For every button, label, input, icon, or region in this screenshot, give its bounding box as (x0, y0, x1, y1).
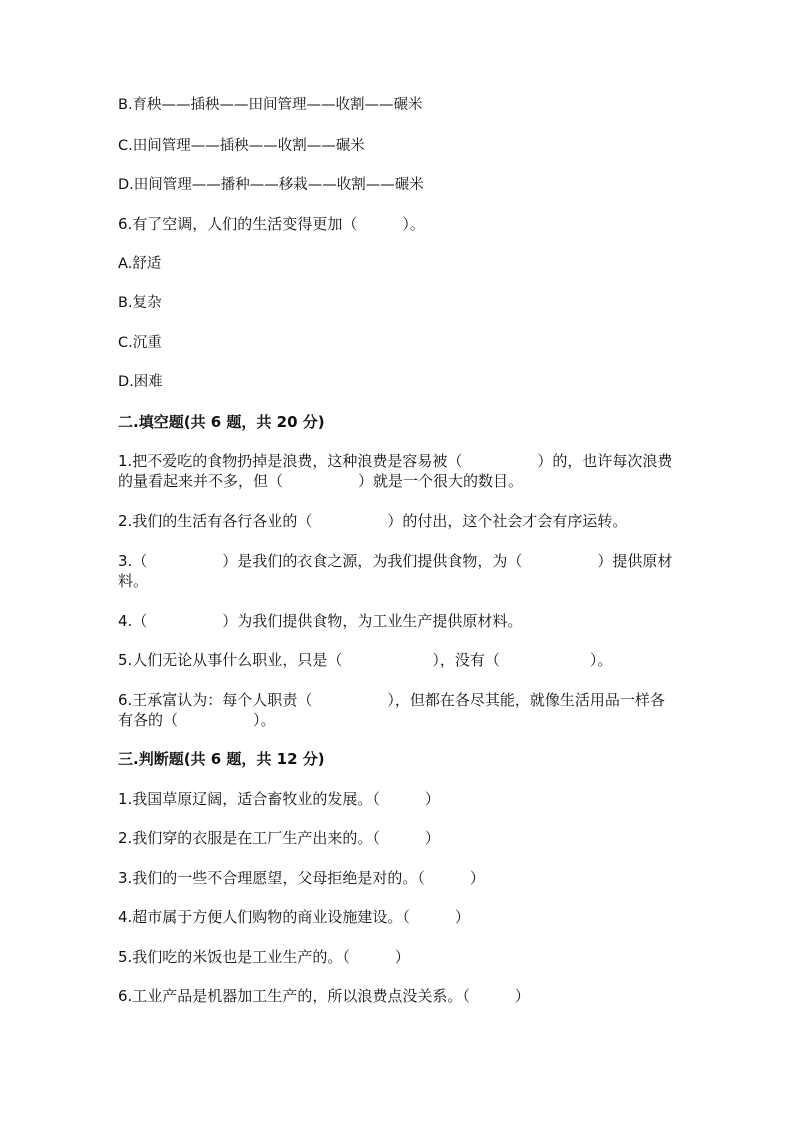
fill-blank-5: 5.人们无论从事什么职业，只是（ ），没有（ ）。 (118, 651, 613, 669)
q5-option-d: D.田间管理——播种——移栽——收割——碾米 (118, 177, 424, 193)
true-false-5: 5.我们吃的米饭也是工业生产的。（ ） (118, 948, 410, 966)
fill-blank-6: 6.王承富认为：每个人职责（ ），但都在各尽其能，就像生活用品一样各有各的（ ）。 (118, 691, 665, 729)
q6-stem: 6.有了空调，人们的生活变得更加（ ）。 (118, 215, 425, 233)
fill-blank-1: 1.把不爱吃的食物扔掉是浪费，这种浪费是容易被（ ）的，也许每次浪费的量看起来并不多，但（ ）就是一个很大的数目。 (118, 452, 673, 490)
true-false-4: 4.超市属于方便人们购物的商业设施建设。（ ） (118, 908, 470, 926)
true-false-6: 6.工业产品是机器加工生产的，所以浪费点没关系。（ ） (118, 987, 530, 1005)
fill-blank-4: 4.（ ）为我们提供食物，为工业生产提供原材料。 (118, 612, 523, 630)
fill-blank-3: 3.（ ）是我们的衣食之源，为我们提供食物，为（ ）提供原材料。 (118, 552, 673, 590)
section-3-heading: 三.判断题(共 6 题，共 12 分) (118, 750, 325, 768)
q6-option-b: B.复杂 (118, 295, 162, 311)
q5-option-b: B.育秧——插秧——田间管理——收割——碾米 (118, 97, 423, 113)
fill-blank-2: 2.我们的生活有各行各业的（ ）的付出，这个社会才会有序运转。 (118, 512, 628, 530)
true-false-3: 3.我们的一些不合理愿望，父母拒绝是对的。（ ） (118, 869, 485, 887)
true-false-1: 1.我国草原辽阔，适合畜牧业的发展。（ ） (118, 790, 440, 808)
q6-option-d: D.困难 (118, 374, 163, 390)
section-2-heading: 二.填空题(共 6 题，共 20 分) (118, 413, 325, 431)
q6-option-a: A.舒适 (118, 256, 162, 272)
q5-option-c: C.田间管理——插秧——收割——碾米 (118, 138, 365, 154)
q6-option-c: C.沉重 (118, 335, 162, 351)
true-false-2: 2.我们穿的衣服是在工厂生产出来的。（ ） (118, 829, 440, 847)
